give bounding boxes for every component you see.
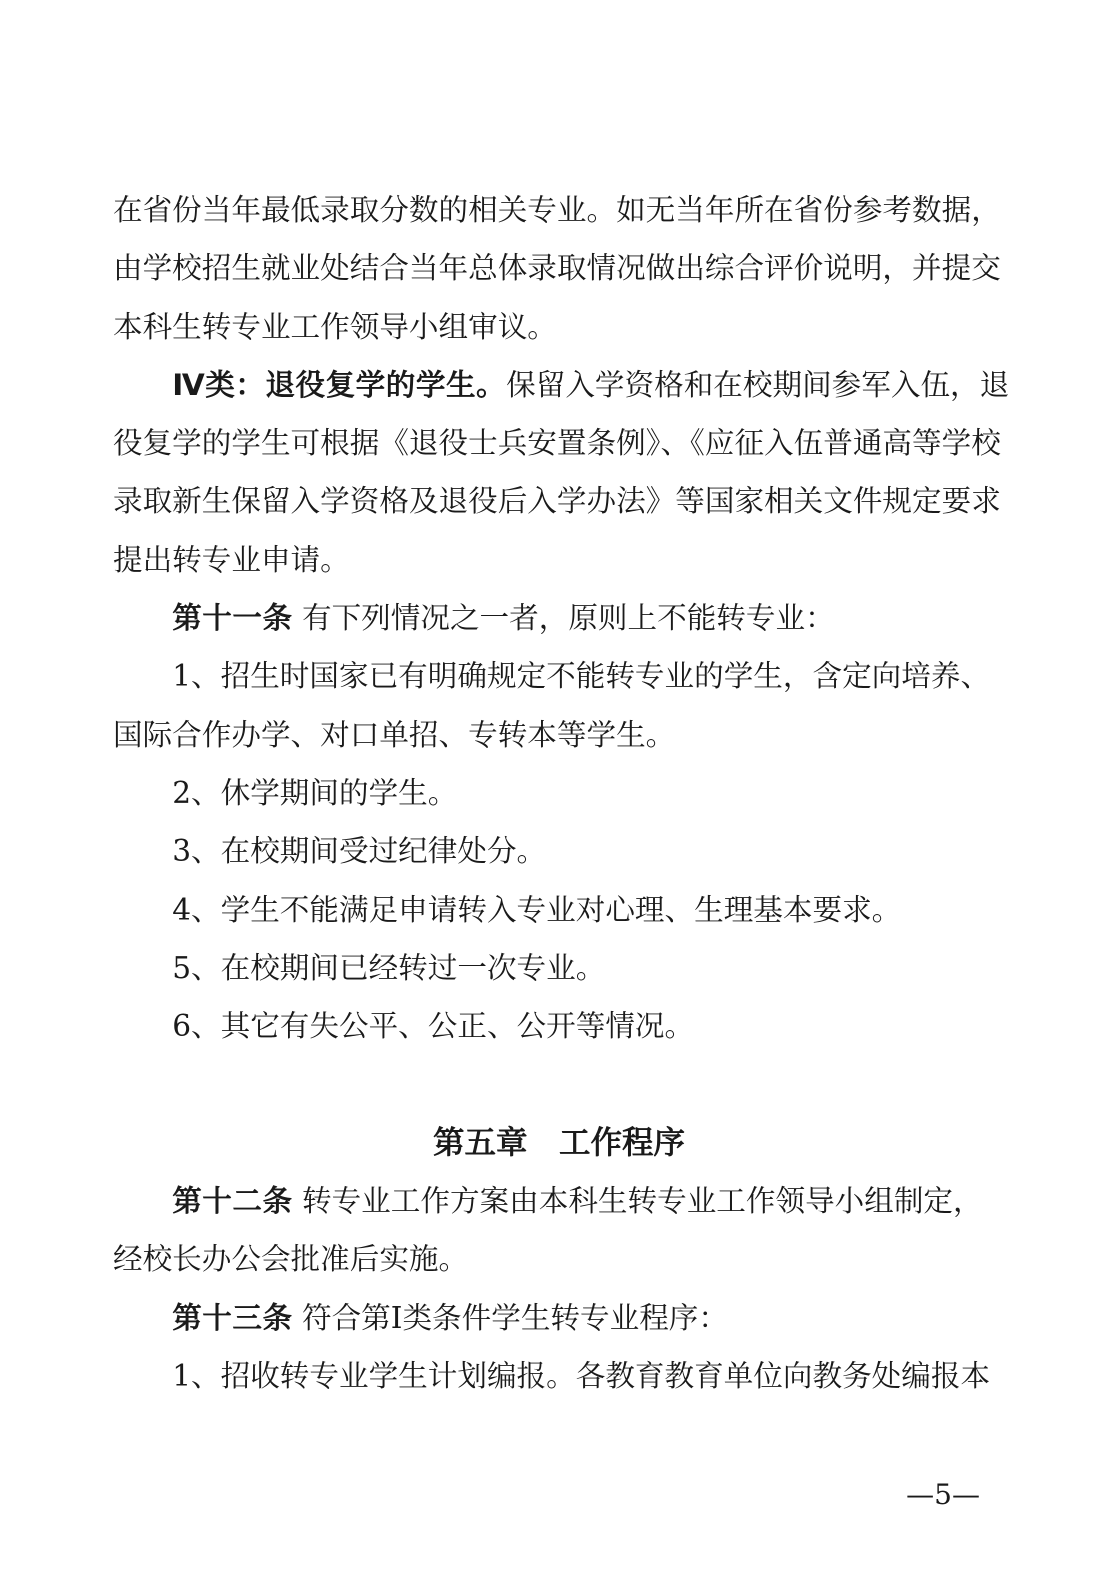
page-number: —5—: [906, 1478, 980, 1511]
body-text: 役复学的学生可根据《退役士兵安置条例》、《应征入伍普通高等学校: [113, 426, 1001, 461]
body-line: [113, 1230, 1005, 1288]
body-line: [113, 706, 1005, 764]
body-text: 国际合作办学、对口单招、专转本等学生。: [113, 717, 676, 752]
chapter-heading: 第五章 工作程序: [432, 1124, 685, 1161]
blank-line: [113, 1055, 1005, 1113]
body-text: 1、招收转专业学生计划编报。各教育教育单位向教务处编报本: [172, 1358, 991, 1393]
body-line: [113, 239, 1005, 297]
body-line: [113, 939, 1005, 997]
run-in-heading: 第十三条: [172, 1300, 293, 1335]
body-line: [113, 356, 1010, 414]
body-text: 符合第Ⅰ类条件学生转专业程序：: [292, 1300, 728, 1335]
body-line: [113, 531, 1005, 589]
run-in-heading: 第十一条: [172, 601, 293, 636]
body-text: 1、招生时国家已有明确规定不能转专业的学生，含定向培养、: [172, 659, 991, 694]
body-line: [113, 472, 1005, 530]
body-line: [113, 1347, 1005, 1405]
body-line: [113, 181, 1005, 239]
body-text: 本科生转专业工作领导小组审议。: [113, 309, 557, 344]
body-text: 4、学生不能满足申请转入专业对心理、生理基本要求。: [172, 892, 902, 927]
body-line: [113, 764, 1005, 822]
body-line: [113, 1289, 1005, 1347]
body-text: 保留入学资格和在校期间参军入伍，退: [506, 367, 1010, 402]
body-line: [113, 822, 1005, 880]
body-line: [113, 1172, 1005, 1230]
body-text: 6、其它有失公平、公正、公开等情况。: [172, 1009, 695, 1044]
body-text: 转专业工作方案由本科生转专业工作领导小组制定，: [292, 1184, 983, 1219]
body-text: 经校长办公会批准后实施。: [113, 1242, 469, 1277]
body-line: [113, 414, 1005, 472]
body-line: [113, 881, 1005, 939]
body-line: [113, 298, 1005, 356]
body-line: [113, 647, 1005, 705]
body-text: 2、休学期间的学生。: [172, 775, 458, 810]
run-in-heading: Ⅳ类：退役复学的学生。: [172, 367, 507, 402]
body-text: 有下列情况之一者，原则上不能转专业：: [292, 601, 835, 636]
body-text: 在省份当年最低录取分数的相关专业。如无当年所在省份参考数据，: [113, 193, 1001, 227]
body-text: 录取新生保留入学资格及退役后入学办法》等国家相关文件规定要求: [113, 484, 1001, 519]
body-line: [113, 589, 1005, 647]
body-text: 由学校招生就业处结合当年总体录取情况做出综合评价说明，并提交: [113, 251, 1001, 286]
run-in-heading: 第十二条: [172, 1184, 293, 1219]
body-text: 5、在校期间已经转过一次专业。: [172, 950, 606, 985]
body-line: [113, 997, 1005, 1055]
body-text: 3、在校期间受过纪律处分。: [172, 834, 547, 869]
body-text: 提出转专业申请。: [113, 542, 350, 577]
